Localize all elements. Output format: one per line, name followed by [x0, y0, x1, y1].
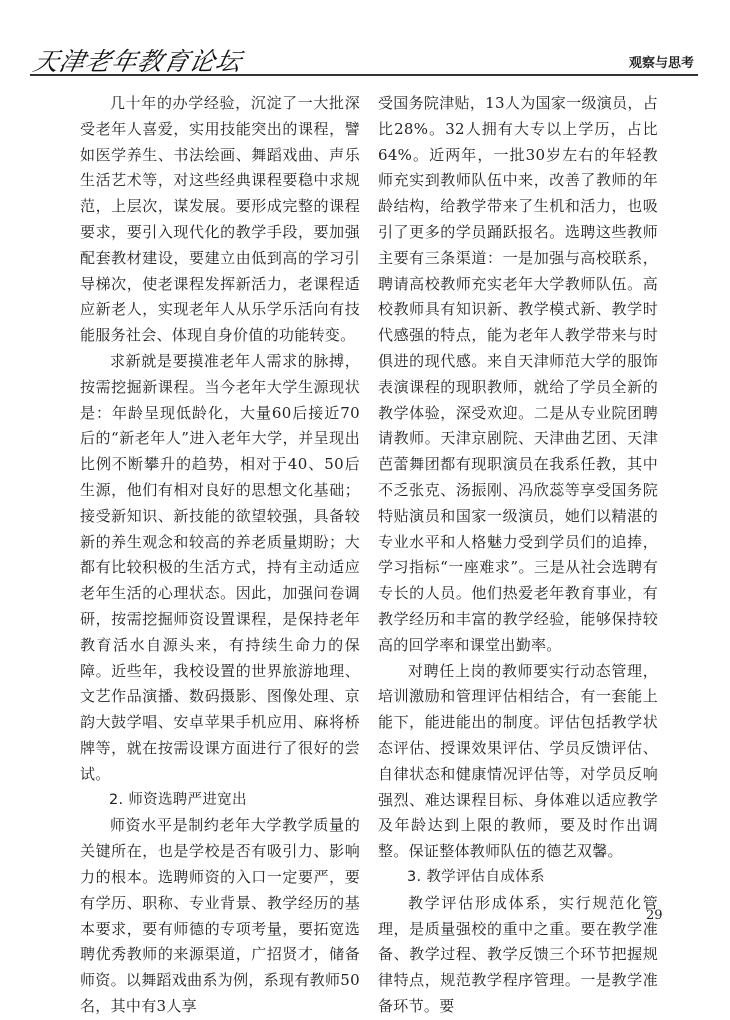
paragraph: 教学评估形成体系，实行规范化管理，是质量强校的重中之重。要在教学准备、教学过程、教学反馈三个环节把握规律特点，规范教学程序管理。一是教学准备环节。要 [378, 893, 658, 1015]
left-column [80, 91, 360, 1020]
right-column [378, 91, 658, 1020]
page-number: 29 [646, 908, 663, 923]
paragraph: 师资水平是制约老年大学教学质量的关键所在，也是学校是否有吸引力、影响力的根本。选聘师资的入口一定要严，要有学历、职称、专业背景、教学经历的基本要求，要有师德的专项考量，要拓宽选聘优秀教师的来源渠道，广招贤才，储备师资。以舞蹈戏曲系为例，系现有教师50名，其中有3人享 [80, 816, 360, 1015]
section-heading: 3. 教学评估自成体系 [407, 868, 545, 885]
section-label: 观察与思考 [628, 56, 694, 71]
section-heading: 2. 师资选聘严进宽出 [109, 791, 247, 808]
journal-logo: 天津老年教育论坛 [30, 47, 245, 76]
header-divider [30, 74, 698, 76]
page-header [30, 40, 698, 80]
paragraph-continuation: 受国务院津贴，13人为国家一级演员，占比28%。32人拥有大专以上学历，占比64%。近两年，一批30岁左右的年轻教师充实到教师队伍中来，改善了教师的年龄结构，给教学带来了生机和活力，也吸引了更多的学员踊跃报名。选聘这些教师主要有三条渠道：一是加强与高校联系，聘请高校教师充实老年大学教师队伍。高校教师具有知识新、教学模式新、教学时代感强的特点，能为老年人教学带来与时俱进的现代感。来自天津师范大学的服饰表演课程的现职教师，就给了学员全新的教学体验，深受欢迎。二是从专业院团聘请教师。天津京剧院、天津曲艺团、天津芭蕾舞团都有现职演员在我系任教，其中不乏张克、汤振刚、冯欣蕊等享受国务院特贴演员和国家一级演员，她们以精湛的专业水平和人格魅力受到学员们的追捧，学习指标“一座难求”。三是从社会选聘有专长的人员。他们热爱老年教育事业，有教学经历和丰富的教学经验，能够保持较高的回学率和课堂出勤率。 [378, 94, 658, 654]
paragraph: 求新就是要摸准老年人需求的脉搏，按需挖掘新课程。当今老年大学生源现状是：年龄呈现低龄化，大量60后接近70后的“新老年人”进入老年大学，并呈现出比例不断攀升的趋势，相对于40、50后生源，他们有相对良好的思想文化基础；接受新知识、新技能的欲望较强，具备较新的养生观念和较高的养老质量期盼；大都有比较积极的生活方式，持有主动适应老年生活的心理状态。因此，加强问卷调研，按需挖掘师资设置课程，是保持老年教育活水自源头来，有持续生命力的保障。近些年，我校设置的世界旅游地理、文艺作品演播、数码摄影、图像处理、京韵大鼓学唱、安卓苹果手机应用、麻将桥牌等，就在按需设课方面进行了很好的尝试。 [80, 351, 360, 783]
paragraph: 几十年的办学经验，沉淀了一大批深受老年人喜爱，实用技能突出的课程，譬如医学养生、书法绘画、舞蹈戏曲、声乐生活艺术等，对这些经典课程要稳中求规范，上层次，谋发展。要形成完整的课程要求，要引入现代化的教学手段，要加强配套教材建设，要建立由低到高的学习引导梯次，使老课程发挥新活力，老课程适应新老人，实现老年人从乐学乐活向有技能服务社会、体现自身价值的功能转变。 [80, 94, 360, 345]
paragraph: 对聘任上岗的教师要实行动态管理，培训激励和管理评估相结合，有一套能上能下，能进能出的制度。评估包括教学状态评估、授课效果评估、学员反馈评估、自律状态和健康情况评估等，对学员反响强烈、难达课程目标、身体难以适应教学及年龄达到上限的教师，要及时作出调整。保证整体教师队伍的德艺双馨。 [378, 661, 658, 861]
